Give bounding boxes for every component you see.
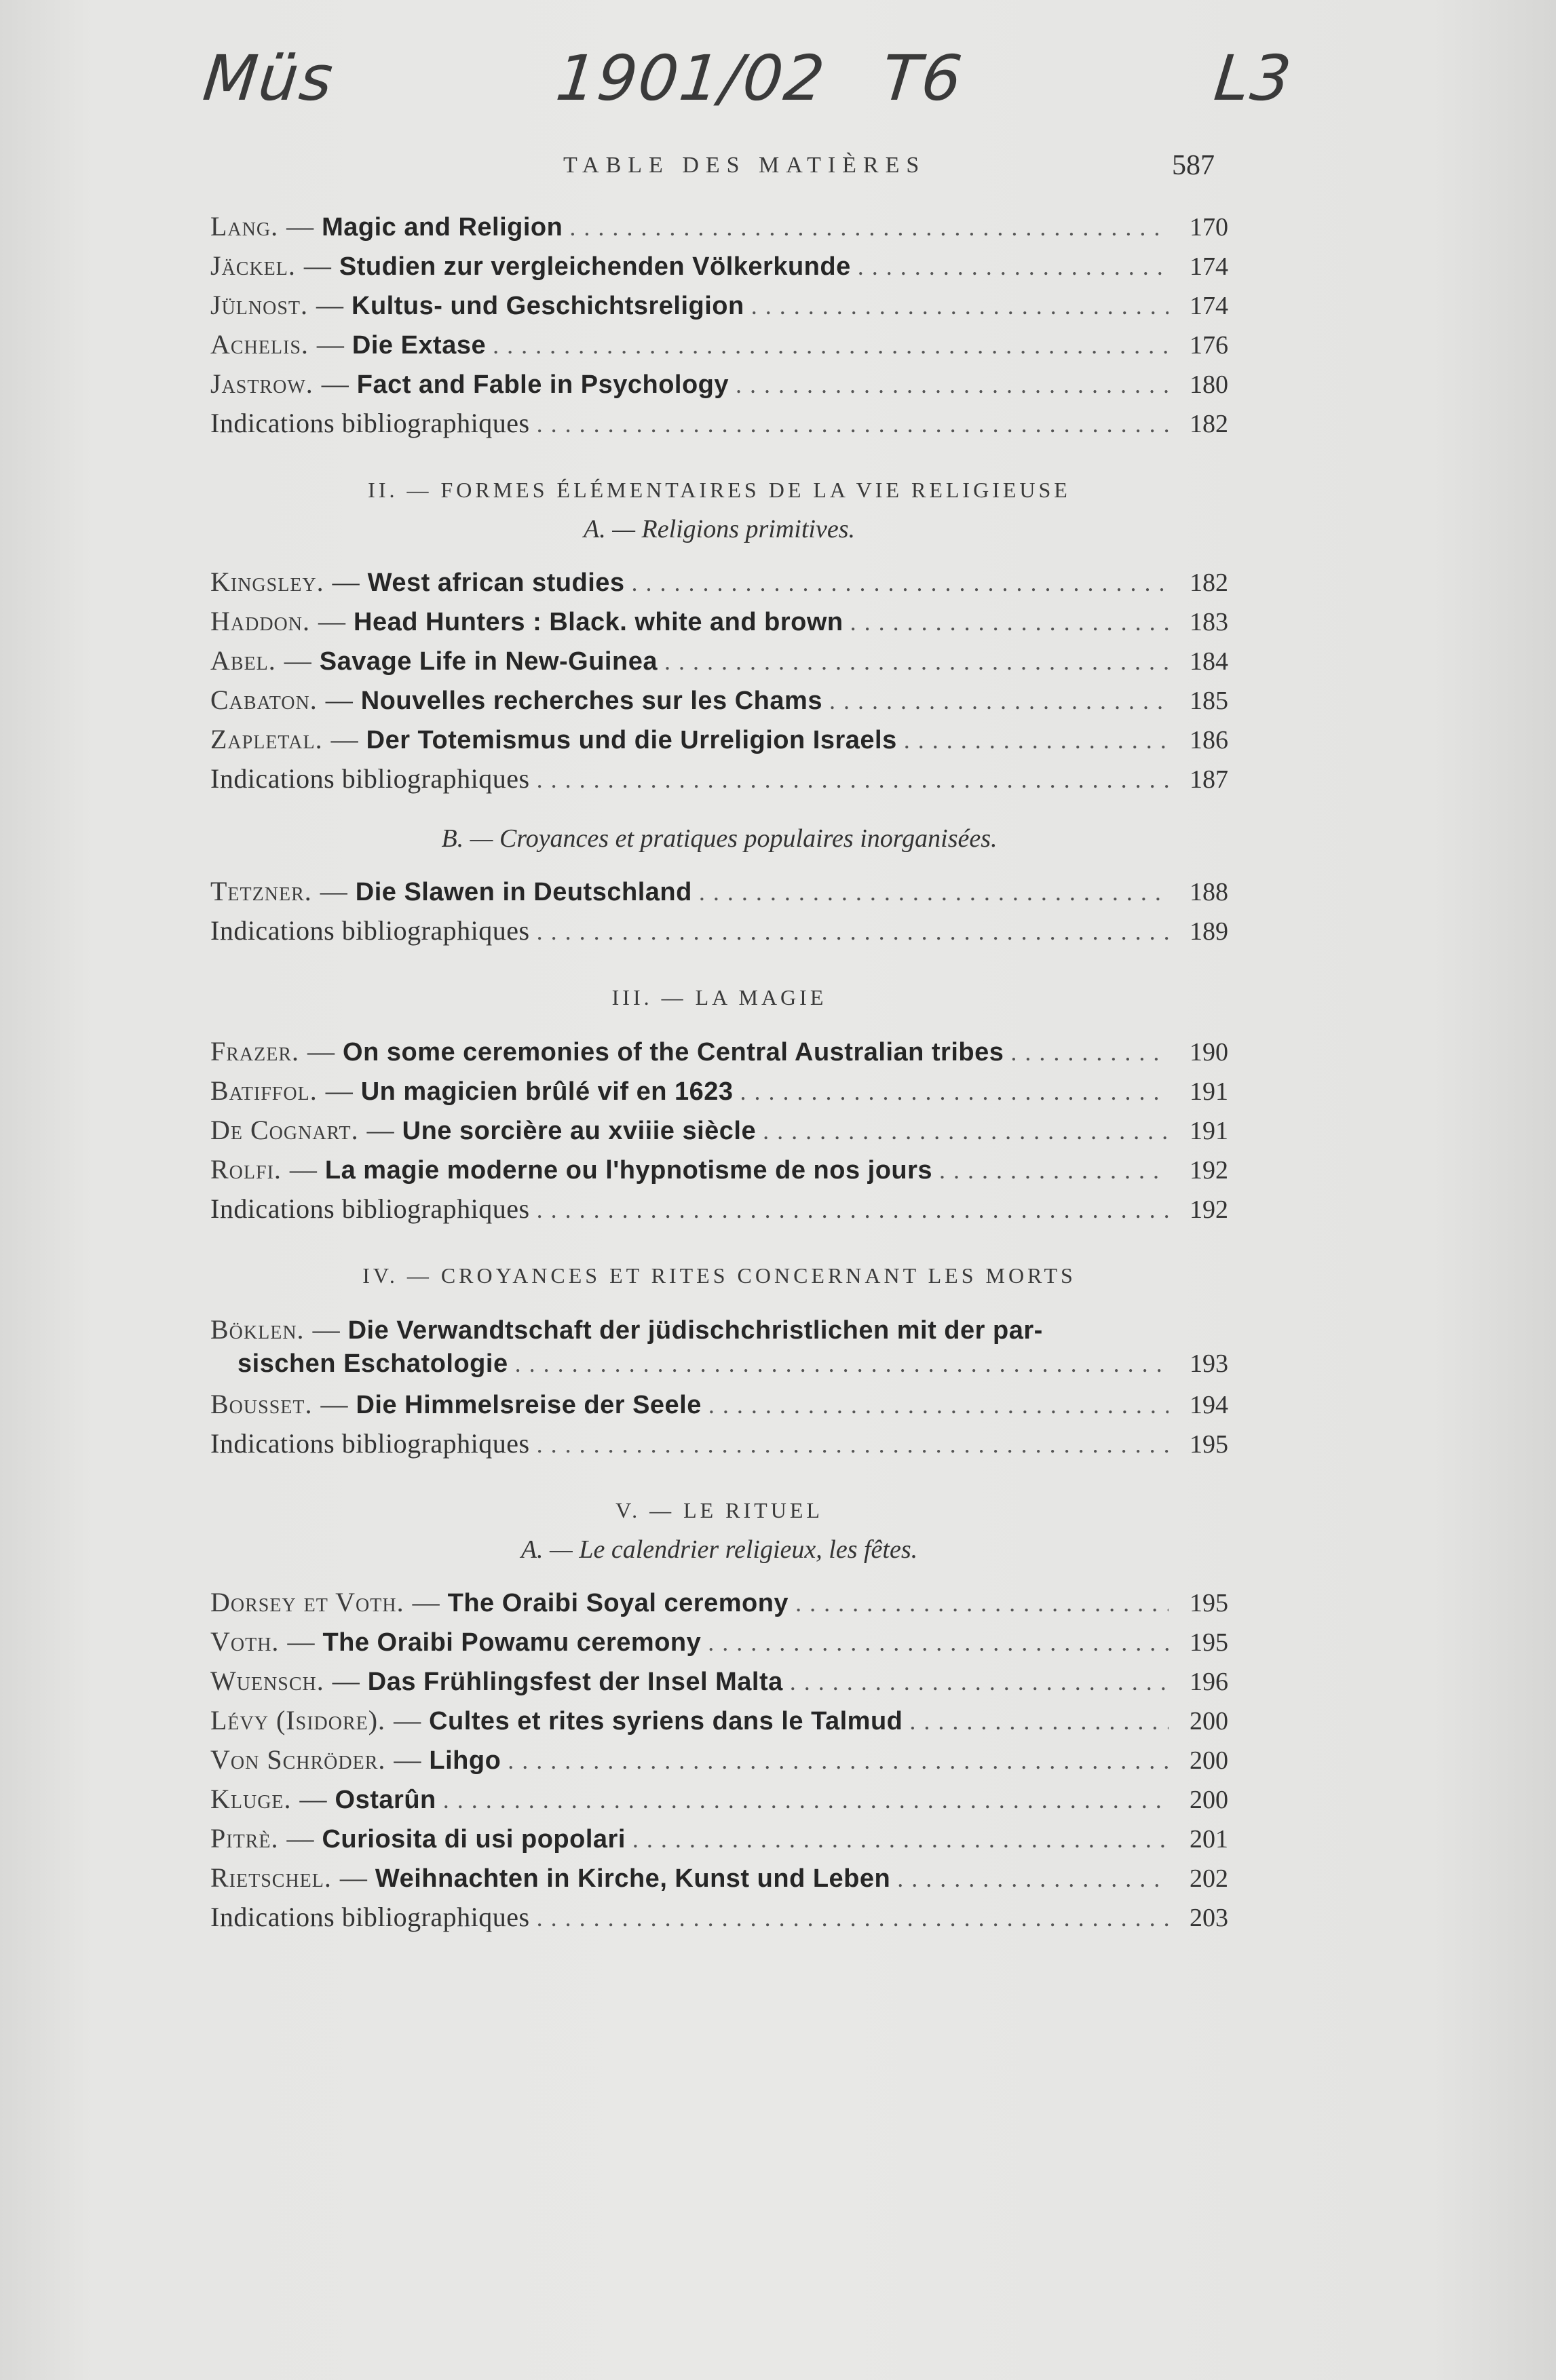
leader-dots: [537, 1430, 1169, 1459]
leader-dots: [632, 1825, 1169, 1854]
entry-page-number: 202: [1190, 1864, 1228, 1893]
toc-entry[interactable]: [210, 1822, 1228, 1862]
subsection-heading: A. — Le calendrier religieux, les fêtes.: [520, 1535, 918, 1564]
entry-page-number: 195: [1190, 1430, 1228, 1459]
entry-page-number: 180: [1190, 370, 1228, 399]
entry-label: Indications bibliographiques: [210, 408, 530, 438]
toc-entry[interactable]: [210, 915, 1228, 954]
em-dash: —: [286, 211, 314, 242]
toc-entry[interactable]: [210, 328, 1228, 368]
entry-page-number: 192: [1190, 1195, 1228, 1224]
leader-dots: [537, 1904, 1169, 1932]
entry-author: Haddon.: [210, 606, 310, 636]
leader-dots: [858, 252, 1169, 281]
entry-title-continued: sischen Eschatologie: [238, 1349, 508, 1378]
subsection-heading: A. — Religions primitives.: [583, 515, 856, 543]
toc-entry[interactable]: [210, 1744, 1228, 1783]
entry-title: Die Slawen in Deutschland: [355, 878, 692, 906]
entry-title: Magic and Religion: [322, 213, 563, 242]
em-dash: —: [316, 329, 344, 360]
toc-entry-continuation: [210, 1349, 1228, 1388]
entry-title: Un magicien brûlé vif en 1623: [360, 1077, 734, 1106]
entry-author: Jastrow.: [210, 368, 314, 399]
entry-title: Cultes et rites syriens dans le Talmud: [429, 1707, 903, 1735]
em-dash: —: [321, 368, 349, 399]
entry-page-number: 186: [1190, 726, 1228, 754]
em-dash: —: [325, 1075, 353, 1106]
handwritten-note-4: L3: [1211, 42, 1296, 115]
entry-author: Voth.: [210, 1626, 280, 1657]
entry-author: Von Schröder.: [210, 1744, 386, 1775]
page-number: 587: [1172, 150, 1215, 181]
entry-page-number: 185: [1190, 687, 1228, 715]
entry-page-number: 192: [1190, 1156, 1228, 1185]
toc-entry[interactable]: [210, 1427, 1228, 1467]
em-dash: —: [332, 567, 360, 597]
entry-title: Kultus- und Geschichtsreligion: [352, 292, 744, 320]
entry-author: Bousset.: [210, 1389, 313, 1419]
entry-author: Jäckel.: [210, 250, 296, 281]
leader-dots: [537, 765, 1169, 794]
section-heading: V. — LE RITUEL: [615, 1498, 823, 1522]
leader-dots: [443, 1786, 1169, 1814]
toc-entry[interactable]: [210, 210, 1228, 250]
entry-page-number: 170: [1190, 213, 1228, 242]
section-heading: IV. — CROYANCES ET RITES CONCERNANT LES MORTS: [362, 1263, 1076, 1288]
entry-title: Studien zur vergleichenden Völkerkunde: [339, 252, 851, 281]
em-dash: —: [412, 1587, 440, 1617]
spacer: [210, 858, 1228, 875]
entry-author: Rietschel.: [210, 1862, 332, 1893]
em-dash: —: [303, 250, 331, 281]
entry-title: The Oraibi Soyal ceremony: [447, 1589, 789, 1617]
em-dash: —: [312, 1314, 340, 1345]
entry-title: Ostarûn: [335, 1786, 436, 1814]
em-dash: —: [318, 606, 345, 636]
entry-page-number: 191: [1190, 1117, 1228, 1145]
toc-entry[interactable]: [210, 250, 1228, 289]
handwritten-note-2: 1901/02: [552, 42, 829, 115]
toc-entry[interactable]: [210, 368, 1228, 407]
entry-author: Kingsley.: [210, 567, 324, 597]
entry-title: On some ceremonies of the Central Australian tribes: [343, 1038, 1004, 1067]
entry-page-number: 187: [1190, 765, 1228, 794]
toc-entry[interactable]: [210, 1035, 1228, 1075]
leader-dots: [795, 1589, 1169, 1617]
entry-page-number: 194: [1190, 1391, 1228, 1419]
entry-author: Achelis.: [210, 329, 309, 360]
entry-title: Fact and Fable in Psychology: [356, 370, 729, 399]
toc-entry[interactable]: [210, 1862, 1228, 1901]
toc-entry[interactable]: [210, 1153, 1228, 1193]
entry-title: Nouvelles recherches sur les Chams: [360, 687, 822, 715]
leader-dots: [740, 1077, 1169, 1106]
toc-entry[interactable]: [210, 1704, 1228, 1744]
entry-page-number: 183: [1190, 608, 1228, 636]
entry-label: Indications bibliographiques: [210, 763, 530, 794]
toc-entry[interactable]: [210, 1388, 1228, 1427]
spacer: [210, 548, 1228, 566]
table-of-contents: [210, 210, 1228, 1940]
entry-label: Indications bibliographiques: [210, 915, 530, 946]
entry-page-number: 203: [1190, 1904, 1228, 1932]
entry-title: Die Himmelsreise der Seele: [356, 1391, 702, 1419]
leader-dots: [909, 1707, 1169, 1735]
entry-title: Lihgo: [429, 1746, 501, 1775]
em-dash: —: [299, 1784, 327, 1814]
spacer: [210, 1569, 1228, 1586]
entry-label: Indications bibliographiques: [210, 1428, 530, 1459]
toc-entry[interactable]: [210, 684, 1228, 723]
entry-title: Curiosita di usi popolari: [322, 1825, 626, 1854]
entry-title: The Oraibi Powamu ceremony: [322, 1628, 702, 1657]
leader-dots: [508, 1746, 1169, 1775]
leader-dots: [897, 1864, 1169, 1893]
entry-title: Weihnachten in Kirche, Kunst und Leben: [375, 1864, 891, 1893]
em-dash: —: [332, 1666, 360, 1696]
leader-dots: [632, 569, 1169, 597]
em-dash: —: [284, 645, 311, 676]
toc-entry[interactable]: [210, 1193, 1228, 1232]
running-head: TABLE DES MATIÈRES: [563, 153, 926, 178]
leader-dots: [537, 1195, 1169, 1224]
entry-page-number: 200: [1190, 1746, 1228, 1775]
em-dash: —: [339, 1862, 367, 1893]
leader-dots: [904, 726, 1169, 754]
entry-page-number: 200: [1190, 1707, 1228, 1735]
entry-author: Tetzner.: [210, 876, 312, 906]
leader-dots: [763, 1117, 1169, 1145]
entry-author: Rolfi.: [210, 1154, 282, 1185]
spacer: [210, 1296, 1228, 1313]
entry-title: Die Extase: [352, 331, 487, 360]
leader-dots: [537, 410, 1169, 438]
leader-dots: [751, 292, 1169, 320]
spacer: [210, 802, 1228, 820]
toc-entry[interactable]: [210, 763, 1228, 802]
leader-dots: [708, 1391, 1169, 1419]
entry-page-number: 176: [1190, 331, 1228, 360]
em-dash: —: [325, 685, 353, 715]
toc-entry[interactable]: [210, 1783, 1228, 1822]
entry-author: Zapletal.: [210, 724, 323, 754]
toc-entry[interactable]: [210, 1626, 1228, 1665]
entry-author: Böklen.: [210, 1314, 305, 1345]
entry-page-number: 195: [1190, 1628, 1228, 1657]
leader-dots: [1010, 1038, 1169, 1067]
entry-page-number: 196: [1190, 1668, 1228, 1696]
em-dash: —: [286, 1823, 314, 1854]
entry-author: Jülnost.: [210, 290, 309, 320]
entry-author: Frazer.: [210, 1036, 300, 1067]
toc-entry[interactable]: [210, 289, 1228, 328]
entry-title: West african studies: [367, 569, 625, 597]
entry-page-number: 195: [1190, 1589, 1228, 1617]
em-dash: —: [394, 1744, 421, 1775]
em-dash: —: [289, 1154, 317, 1185]
leader-dots: [708, 1628, 1169, 1657]
entry-page-number: 182: [1190, 410, 1228, 438]
em-dash: —: [320, 1389, 348, 1419]
entry-title: La magie moderne ou l'hypnotisme de nos jours: [324, 1156, 933, 1185]
entry-author: Dorsey et Voth.: [210, 1587, 404, 1617]
leader-dots: [515, 1349, 1169, 1378]
toc-entry[interactable]: [210, 605, 1228, 645]
leader-dots: [829, 687, 1169, 715]
leader-dots: [493, 331, 1169, 360]
em-dash: —: [330, 724, 358, 754]
leader-dots: [537, 917, 1169, 946]
entry-page-number: 182: [1190, 569, 1228, 597]
entry-page-number: 191: [1190, 1077, 1228, 1106]
em-dash: —: [316, 290, 344, 320]
entry-author: Cabaton.: [210, 685, 318, 715]
entry-page-number: 200: [1190, 1786, 1228, 1814]
toc-entry[interactable]: [210, 1586, 1228, 1626]
toc-entry[interactable]: [210, 1313, 1228, 1349]
leader-dots: [664, 647, 1169, 676]
entry-page-number: 201: [1190, 1825, 1228, 1854]
toc-entry[interactable]: [210, 875, 1228, 915]
leader-dots: [699, 878, 1169, 906]
entry-label: Indications bibliographiques: [210, 1193, 530, 1224]
entry-author: Lévy (Isidore).: [210, 1705, 386, 1735]
leader-dots: [569, 213, 1169, 242]
toc-entry[interactable]: [210, 566, 1228, 605]
entry-author: De Cognart.: [210, 1115, 359, 1145]
section-heading: III. — LA MAGIE: [611, 985, 827, 1010]
toc-entry[interactable]: [210, 1075, 1228, 1114]
handwritten-note-3: T6: [878, 42, 967, 115]
entry-title: Head Hunters : Black. white and brown: [354, 608, 843, 636]
entry-author: Wuensch.: [210, 1666, 324, 1696]
toc-entry[interactable]: [210, 645, 1228, 684]
em-dash: —: [287, 1626, 315, 1657]
entry-page-number: 184: [1190, 647, 1228, 676]
entry-page-number: 188: [1190, 878, 1228, 906]
entry-title: Die Verwandtschaft der jüdischchristlichen mit der par-: [347, 1316, 1043, 1345]
section-heading: II. — FORMES ÉLÉMENTAIRES DE LA VIE RELIGIEUSE: [368, 478, 1071, 502]
toc-entry[interactable]: [210, 407, 1228, 446]
handwritten-note-1: Müs: [200, 42, 338, 115]
toc-entry[interactable]: [210, 1665, 1228, 1704]
entry-page-number: 189: [1190, 917, 1228, 946]
entry-page-number: 190: [1190, 1038, 1228, 1067]
em-dash: —: [307, 1036, 335, 1067]
entry-page-number: 174: [1190, 292, 1228, 320]
leader-dots: [850, 608, 1169, 636]
em-dash: —: [366, 1115, 394, 1145]
entry-title: Der Totemismus und die Urreligion Israels: [366, 726, 897, 754]
entry-author: Pitrè.: [210, 1823, 279, 1854]
entry-page-number: 193: [1190, 1349, 1228, 1378]
leader-dots: [939, 1156, 1169, 1185]
toc-entry[interactable]: [210, 1114, 1228, 1153]
entry-label: Indications bibliographiques: [210, 1902, 530, 1932]
leader-dots: [736, 370, 1169, 399]
spacer: [210, 1018, 1228, 1035]
entry-title: Une sorcière au xviiie siècle: [402, 1117, 757, 1145]
entry-page-number: 174: [1190, 252, 1228, 281]
entry-title: Savage Life in New-Guinea: [319, 647, 658, 676]
entry-title: Das Frühlingsfest der Insel Malta: [367, 1668, 783, 1696]
entry-author: Abel.: [210, 645, 276, 676]
entry-author: Lang.: [210, 211, 279, 242]
subsection-heading: B. — Croyances et pratiques populaires inorganisées.: [441, 824, 998, 853]
toc-entry[interactable]: [210, 723, 1228, 763]
leader-dots: [790, 1668, 1169, 1696]
em-dash: —: [394, 1705, 421, 1735]
entry-author: Batiffol.: [210, 1075, 318, 1106]
entry-author: Kluge.: [210, 1784, 292, 1814]
em-dash: —: [320, 876, 347, 906]
toc-entry[interactable]: [210, 1901, 1228, 1940]
